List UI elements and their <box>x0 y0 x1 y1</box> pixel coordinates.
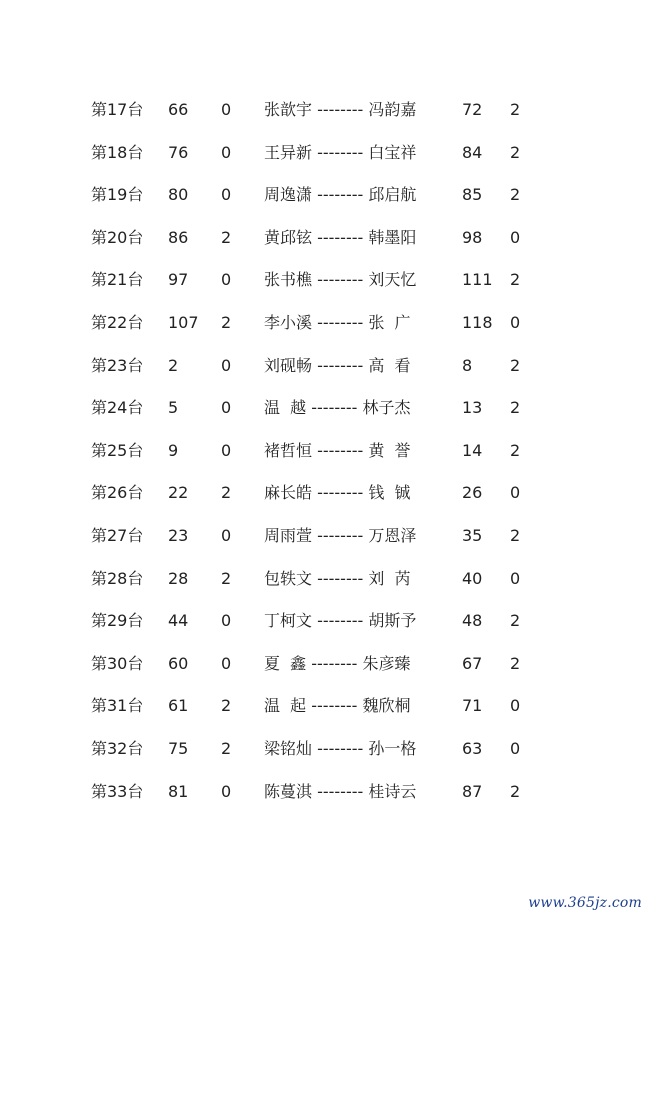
pairing-row <box>0 472 650 515</box>
matchup-text: 麻长皓 -------- 钱 铖 <box>264 483 411 503</box>
player2-points: 0 <box>510 483 521 503</box>
player1-seed: 86 <box>168 227 189 247</box>
player1-seed: 107 <box>168 312 199 332</box>
pairing-row <box>0 132 650 175</box>
player1-seed: 9 <box>168 440 179 460</box>
matchup-text: 张歆宇 -------- 冯韵嘉 <box>264 100 417 119</box>
player2-seed: 98 <box>462 227 483 247</box>
player1-points: 2 <box>221 568 232 588</box>
table-number: 第18台 <box>91 142 144 162</box>
pairing-row <box>0 217 650 260</box>
pairing-row <box>0 430 650 473</box>
pairing-row <box>0 558 650 601</box>
player2-seed: 14 <box>462 440 483 460</box>
player2-seed: 35 <box>462 525 483 545</box>
player1-points: 0 <box>221 653 232 673</box>
matchup-text: 梁铭灿 -------- 孙一格 <box>264 738 417 758</box>
player2-points: 2 <box>510 611 521 631</box>
matchup-text: 丁柯文 -------- 胡斯予 <box>264 611 417 631</box>
player2-seed: 40 <box>462 568 483 588</box>
table-number: 第24台 <box>91 398 144 418</box>
matchup-text: 温 越 -------- 林子杰 <box>264 398 411 418</box>
table-number: 第23台 <box>91 355 144 375</box>
table-number: 第22台 <box>91 312 144 332</box>
player1-seed: 80 <box>168 185 189 205</box>
player2-seed: 71 <box>462 696 483 716</box>
player2-seed: 63 <box>462 738 483 758</box>
matchup-text: 周雨萱 -------- 万恩泽 <box>264 525 417 545</box>
player1-points: 0 <box>221 185 232 205</box>
matchup-text: 包轶文 -------- 刘 芮 <box>264 568 411 588</box>
player1-points: 2 <box>221 312 232 332</box>
player1-seed: 81 <box>168 781 189 801</box>
matchup-text: 黄邱铉 -------- 韩墨阳 <box>264 227 417 247</box>
table-number: 第21台 <box>91 270 144 290</box>
pairing-row <box>0 643 650 686</box>
pairing-row <box>0 685 650 728</box>
player2-seed: 87 <box>462 781 483 801</box>
player1-seed: 61 <box>168 696 189 716</box>
matchup-text: 陈蔓淇 -------- 桂诗云 <box>264 781 417 801</box>
matchup-text: 刘砚畅 -------- 高 看 <box>264 355 411 375</box>
player1-seed: 2 <box>168 355 179 375</box>
table-number: 第26台 <box>91 483 144 503</box>
player2-seed: 111 <box>462 270 493 290</box>
player2-points: 2 <box>510 440 521 460</box>
player1-seed: 76 <box>168 142 189 162</box>
player1-points: 0 <box>221 525 232 545</box>
player1-points: 2 <box>221 227 232 247</box>
player2-points: 0 <box>510 738 521 758</box>
player2-seed: 118 <box>462 312 493 332</box>
player1-seed: 28 <box>168 568 189 588</box>
player1-seed: 22 <box>168 483 189 503</box>
table-number: 第32台 <box>91 738 144 758</box>
player2-points: 2 <box>510 653 521 673</box>
table-number: 第25台 <box>91 440 144 460</box>
matchup-text: 王异新 -------- 白宝祥 <box>264 142 417 162</box>
pairing-row <box>0 771 650 814</box>
pairing-row <box>0 259 650 302</box>
table-number: 第27台 <box>91 525 144 545</box>
player2-seed: 26 <box>462 483 483 503</box>
player2-points: 0 <box>510 227 521 247</box>
pairing-row <box>0 387 650 430</box>
pairing-row <box>0 728 650 771</box>
player1-points: 0 <box>221 142 232 162</box>
matchup-text: 夏 鑫 -------- 朱彦臻 <box>264 653 411 673</box>
watermark-url: www.365jz.com <box>528 895 642 911</box>
player1-seed: 23 <box>168 525 189 545</box>
table-number: 第30台 <box>91 653 144 673</box>
player2-points: 2 <box>510 142 521 162</box>
player1-points: 2 <box>221 696 232 716</box>
player2-seed: 8 <box>462 355 473 375</box>
player2-points: 0 <box>510 312 521 332</box>
player2-points: 2 <box>510 270 521 290</box>
player1-seed: 5 <box>168 398 179 418</box>
player2-points: 2 <box>510 781 521 801</box>
player2-seed: 13 <box>462 398 483 418</box>
player2-seed: 67 <box>462 653 483 673</box>
player1-seed: 44 <box>168 611 189 631</box>
pairing-row <box>0 302 650 345</box>
player2-seed: 72 <box>462 100 483 119</box>
player2-points: 0 <box>510 568 521 588</box>
matchup-text: 温 起 -------- 魏欣桐 <box>264 696 411 716</box>
player1-points: 0 <box>221 100 232 119</box>
pairing-row <box>0 515 650 558</box>
matchup-text: 褚哲恒 -------- 黄 誉 <box>264 440 411 460</box>
player2-points: 2 <box>510 398 521 418</box>
matchup-text: 周逸潇 -------- 邱启航 <box>264 185 417 205</box>
player1-seed: 97 <box>168 270 189 290</box>
player2-seed: 48 <box>462 611 483 631</box>
player1-points: 0 <box>221 270 232 290</box>
player2-seed: 85 <box>462 185 483 205</box>
pairing-row <box>0 89 650 132</box>
player2-points: 2 <box>510 355 521 375</box>
player1-points: 0 <box>221 781 232 801</box>
table-number: 第28台 <box>91 568 144 588</box>
table-number: 第19台 <box>91 185 144 205</box>
player1-points: 0 <box>221 440 232 460</box>
table-number: 第33台 <box>91 781 144 801</box>
player1-points: 2 <box>221 738 232 758</box>
player2-points: 0 <box>510 696 521 716</box>
matchup-text: 张书樵 -------- 刘天忆 <box>264 270 417 290</box>
table-number: 第31台 <box>91 696 144 716</box>
player1-points: 0 <box>221 355 232 375</box>
player1-points: 2 <box>221 483 232 503</box>
player2-points: 2 <box>510 100 521 119</box>
player2-seed: 84 <box>462 142 483 162</box>
player2-points: 2 <box>510 185 521 205</box>
pairing-row <box>0 345 650 388</box>
player1-seed: 75 <box>168 738 189 758</box>
table-number: 第29台 <box>91 611 144 631</box>
player2-points: 2 <box>510 525 521 545</box>
pairing-row <box>0 600 650 643</box>
player1-seed: 60 <box>168 653 189 673</box>
table-number: 第20台 <box>91 227 144 247</box>
pairing-row <box>0 174 650 217</box>
pairings-list <box>0 89 650 813</box>
player1-points: 0 <box>221 398 232 418</box>
player1-points: 0 <box>221 611 232 631</box>
table-number: 第17台 <box>91 100 144 119</box>
player1-seed: 66 <box>168 100 189 119</box>
matchup-text: 李小溪 -------- 张 广 <box>264 312 411 332</box>
